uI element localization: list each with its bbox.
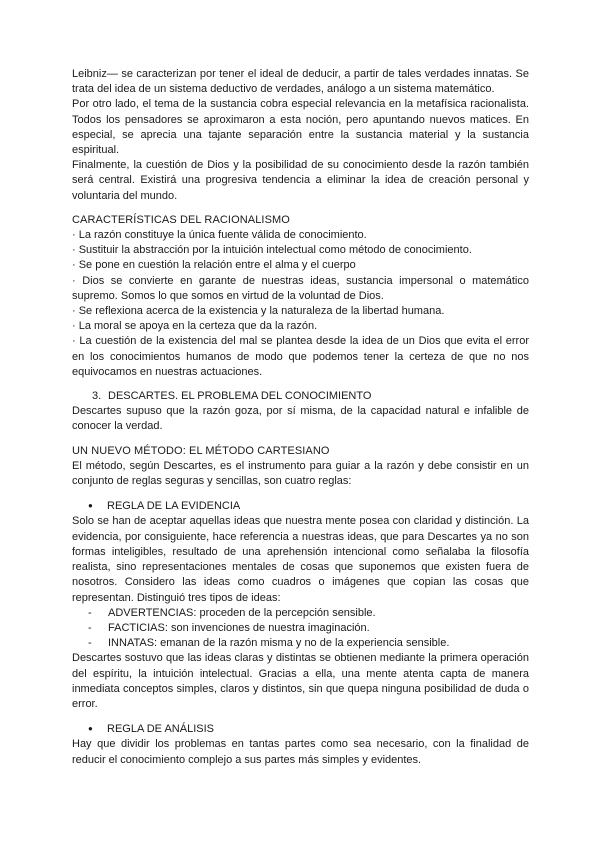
dash-icon: - xyxy=(88,637,92,650)
regla-evidencia-text: Solo se han de aceptar aquellas ideas que nuestra mente posea con claridad y distinción. La evidencia, por consiguiente, hace referencia a nuestras ideas, que para Descartes ya no son formas inteligibles, resultado de una aprehensión intencional como señalaba la filosofía realista, sino representaciones mentales de cosas que suponemos que existen fuera de nosotros. Considero las ideas como cuadros o imágenes que copian las cosas que representan. Distinguió tres tipos de ideas: xyxy=(72,515,529,604)
bullet-icon: ● xyxy=(88,501,93,511)
regla-evidencia-heading xyxy=(72,498,529,514)
section-3-heading xyxy=(72,389,529,404)
list-item xyxy=(88,636,529,651)
intro-paragraph-3: Finalmente, la cuestión de Dios y la posibilidad de su conocimiento desde la razón también será central. Existirá una progresiva tendencia a eliminar la idea de creación personal y voluntaria del mundo. xyxy=(72,159,529,202)
regla-analisis-title: REGLA DE ANÁLISIS xyxy=(107,723,214,736)
idea-type-text: FACTICIAS: son invenciones de nuestra imaginación. xyxy=(108,621,370,634)
caracteristicas-heading: CARACTERÍSTICAS DEL RACIONALISMO xyxy=(72,213,290,226)
caracteristica-item: · Se pone en cuestión la relación entre el alma y el cuerpo xyxy=(72,259,356,272)
section-title: DESCARTES. EL PROBLEMA DEL CONOCIMIENTO xyxy=(108,390,372,403)
caracteristica-item: · La cuestión de la existencia del mal se plantea desde la idea de un Dios que evita el error en los conocimientos humanos de modo que podemos tener la certeza de que no nos equivocamos en nuestras actuaciones. xyxy=(72,335,529,378)
idea-type-text: ADVERTENCIAS: proceden de la percepción sensible. xyxy=(108,606,376,619)
intro-paragraph-1: Leibniz— se caracterizan por tener el ideal de deducir, a partir de tales verdades innatas. Se trata del idea de un sistema deductivo de verdades, análogo a un sistema matemático. xyxy=(72,68,529,96)
caracteristica-item: · La moral se apoya en la certeza que da la razón. xyxy=(72,320,318,333)
idea-type-text: INNATAS: emanan de la razón misma y no de la experiencia sensible. xyxy=(108,637,450,650)
regla-analisis-text: Hay que dividir los problemas en tantas partes como sea necesario, con la finalidad de reducir el conocimiento complejo a sus partes más simples y evidentes. xyxy=(72,738,529,766)
dash-icon: - xyxy=(88,606,92,619)
regla-evidencia-title: REGLA DE LA EVIDENCIA xyxy=(107,500,241,513)
caracteristica-item: · La razón constituye la única fuente válida de conocimiento. xyxy=(72,229,367,242)
section-number: 3. xyxy=(92,390,102,403)
list-item xyxy=(88,606,529,621)
regla-evidencia-closing: Descartes sostuvo que las ideas claras y distintas se obtienen mediante la primera operación del espíritu, la intuición intelectual. Gracias a ella, una mente atenta capta de manera inmediata conceptos simples, claros y distintos, sin que quepa ninguna posibilidad de duda o error. xyxy=(72,652,529,710)
metodo-heading: UN NUEVO MÉTODO: EL MÉTODO CARTESIANO xyxy=(72,444,330,457)
dash-icon: - xyxy=(88,621,92,634)
intro-paragraph-2: Por otro lado, el tema de la sustancia cobra especial relevancia en la metafísica racionalista. Todos los pensadores se aproximaron a esta noción, pero apuntando nuevos matices. En especial, se aprecia una tajante separación entre la sustancia material y la sustancia espiritual. xyxy=(72,98,529,157)
caracteristica-item: · Se reflexiona acerca de la existencia y la naturaleza de la libertad humana. xyxy=(72,305,445,318)
caracteristica-item: · Sustituir la abstracción por la intuición intelectual como método de conocimiento. xyxy=(72,244,472,257)
metodo-text: El método, según Descartes, es el instrumento para guiar a la razón y debe consistir en un conjunto de reglas seguras y sencillas, son cuatro reglas: xyxy=(72,459,529,488)
idea-types-list xyxy=(72,606,529,652)
bullet-icon: ● xyxy=(88,724,93,734)
list-item xyxy=(88,621,529,636)
section-3-text: Descartes supuso que la razón goza, por sí misma, de la capacidad natural e infalible de conocer la verdad. xyxy=(72,405,529,433)
regla-analisis-heading xyxy=(72,721,529,737)
caracteristica-item: · Dios se convierte en garante de nuestras ideas, sustancia impersonal o matemático supremo. Somos lo que somos en virtud de la voluntad de Dios. xyxy=(72,274,529,302)
